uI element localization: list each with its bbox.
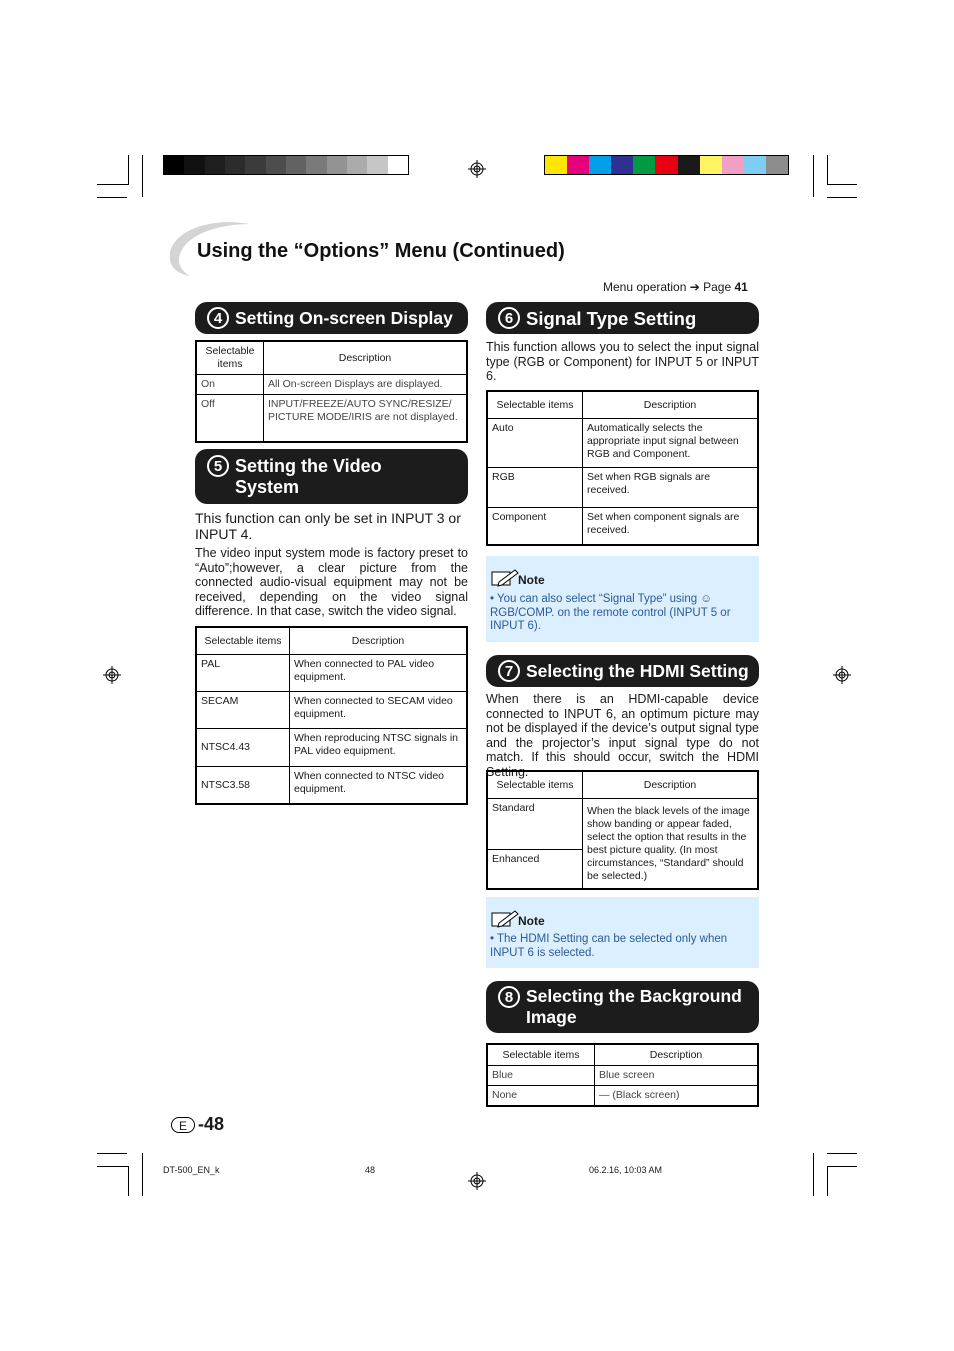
table-cell: All On-screen Displays are displayed. xyxy=(264,375,468,395)
calibration-swatch xyxy=(545,156,567,174)
calibration-swatch xyxy=(388,156,408,174)
table-header: Selectable items xyxy=(196,627,290,655)
section-header-signal-type xyxy=(486,302,759,334)
table-cell: Component xyxy=(487,508,583,546)
calibration-swatch xyxy=(744,156,766,174)
note-text: • You can also select “Signal Type” using ☺ RGB/COMP. on the remote control (INPUT 5 or INPUT 6). xyxy=(490,593,731,632)
table-cell: Standard xyxy=(487,799,583,850)
calibration-swatch xyxy=(611,156,633,174)
section-header-hdmi-setting xyxy=(486,655,759,687)
table-cell: Set when component signals are received. xyxy=(583,508,759,546)
crop-mark xyxy=(97,197,127,198)
section-title-line: Setting the Video xyxy=(235,455,382,476)
section-header-video-system xyxy=(195,449,468,504)
registration-target-icon xyxy=(833,666,851,684)
table-cell: INPUT/FREEZE/AUTO SYNC/RESIZE/ PICTURE MODE/IRIS are not displayed. xyxy=(264,395,468,443)
table-cell: PAL xyxy=(196,655,290,692)
calibration-swatch xyxy=(306,156,326,174)
note-title: Note xyxy=(518,914,545,928)
calibration-swatch xyxy=(633,156,655,174)
crop-mark xyxy=(827,155,828,185)
section-number-badge: 7 xyxy=(498,660,520,682)
table-cell: RGB xyxy=(487,468,583,508)
calibration-swatch xyxy=(700,156,722,174)
menu-operation-reference xyxy=(603,280,748,294)
table-cell: Auto xyxy=(487,419,583,468)
table-cell: Set when RGB signals are received. xyxy=(583,468,759,508)
table-cell: When reproducing NTSC signals in PAL video equipment. xyxy=(290,729,468,767)
page-title: Using the “Options” Menu (Continued) xyxy=(197,240,565,262)
table-cell: When connected to PAL video equipment. xyxy=(290,655,468,692)
crop-mark xyxy=(827,1166,828,1196)
video-system-table xyxy=(195,626,468,805)
calibration-swatch xyxy=(327,156,347,174)
calibration-swatch xyxy=(655,156,677,174)
video-system-intro: This function can only be set in INPUT 3 or INPUT 4. xyxy=(195,510,461,542)
menu-operation-label: Menu operation ➔ Page xyxy=(603,280,732,294)
registration-target-icon xyxy=(103,666,121,684)
footer-page: 48 xyxy=(365,1165,376,1175)
crop-mark xyxy=(97,1153,127,1154)
note-title: Note xyxy=(518,573,545,587)
note-text: • The HDMI Setting can be selected only when INPUT 6 is selected. xyxy=(490,933,728,959)
crop-mark xyxy=(813,155,814,197)
calibration-swatch xyxy=(367,156,387,174)
section-number-badge: 5 xyxy=(207,455,229,477)
section-title-line: Image xyxy=(526,1007,577,1027)
table-header: Selectable items xyxy=(487,771,583,799)
table-cell: Blue screen xyxy=(595,1066,759,1086)
hdmi-setting-body: When there is an HDMI-capable device connected to INPUT 6, an optimum picture may not be displayed if the device’s output signal type and the projector’s input signal type do not match. If this should occur, switch the HDMI Setting. xyxy=(486,692,759,779)
table-header: Description xyxy=(595,1044,759,1066)
section-header-background-image xyxy=(486,981,759,1033)
table-cell: Blue xyxy=(487,1066,595,1086)
crop-mark xyxy=(827,1166,857,1167)
calibration-swatch xyxy=(266,156,286,174)
crop-mark xyxy=(813,1153,814,1196)
note-box xyxy=(486,556,759,642)
pencil-note-icon xyxy=(491,568,519,588)
note-box xyxy=(486,897,759,968)
calibration-swatch xyxy=(245,156,265,174)
section-title: Setting On-screen Display xyxy=(235,307,453,328)
calibration-swatch xyxy=(347,156,367,174)
calibration-swatch xyxy=(205,156,225,174)
footer-date: 06.2.16, 10:03 AM xyxy=(589,1165,663,1175)
crop-mark xyxy=(827,184,857,185)
page-number-value: -48 xyxy=(198,1114,225,1134)
table-cell: NTSC4.43 xyxy=(196,729,290,767)
video-system-body: The video input system mode is factory preset to “Auto”;however, a clear picture from the connected audio-visual equipment may not be received, depending on the video signal difference. In that case, switch the video signal. xyxy=(195,546,468,619)
crop-mark xyxy=(128,1166,129,1196)
page-number xyxy=(171,1114,224,1135)
crop-mark xyxy=(97,1166,128,1167)
footer-filename: DT-500_EN_k xyxy=(163,1165,220,1175)
table-header: Description xyxy=(583,771,759,799)
table-cell: SECAM xyxy=(196,692,290,729)
calibration-swatch xyxy=(766,156,788,174)
menu-operation-page: 41 xyxy=(734,280,748,294)
table-cell: When connected to SECAM video equipment. xyxy=(290,692,468,729)
registration-target-icon xyxy=(468,1172,486,1190)
crop-mark xyxy=(827,1153,857,1154)
table-cell: Enhanced xyxy=(487,850,583,890)
table-cell: Off xyxy=(196,395,264,443)
language-badge: E xyxy=(171,1117,195,1133)
calibration-swatch xyxy=(589,156,611,174)
calibration-swatch xyxy=(567,156,589,174)
crop-mark xyxy=(128,155,129,185)
color-calibration-bar xyxy=(544,155,789,175)
table-header: Description xyxy=(583,391,759,419)
calibration-swatch xyxy=(184,156,204,174)
crop-mark xyxy=(827,197,857,198)
table-header: Description xyxy=(264,341,468,375)
signal-type-body: This function allows you to select the input signal type (RGB or Component) for INPUT 5 or INPUT 6. xyxy=(486,340,759,384)
table-header: Description xyxy=(290,627,468,655)
section-title: Signal Type Setting xyxy=(526,307,697,329)
calibration-swatch xyxy=(225,156,245,174)
table-cell: When connected to NTSC video equipment. xyxy=(290,767,468,805)
crop-mark xyxy=(97,184,128,185)
onscreen-display-table xyxy=(195,340,468,443)
section-title: Selecting the HDMI Setting xyxy=(526,660,749,681)
crop-mark xyxy=(142,1153,143,1196)
table-header: Selectable items xyxy=(487,391,583,419)
table-cell: Automatically selects the appropriate input signal between RGB and Component. xyxy=(583,419,759,468)
calibration-swatch xyxy=(722,156,744,174)
section-title-line: Selecting the Background xyxy=(526,986,742,1006)
calibration-swatch xyxy=(678,156,700,174)
section-number-badge: 8 xyxy=(498,986,520,1008)
crop-mark xyxy=(142,155,143,197)
table-header: Selectable items xyxy=(196,341,264,375)
calibration-swatch xyxy=(286,156,306,174)
section-number-badge: 4 xyxy=(207,307,229,329)
table-cell: — (Black screen) xyxy=(595,1086,759,1107)
table-header: Selectable items xyxy=(487,1044,595,1066)
section-number-badge: 6 xyxy=(498,307,520,329)
table-cell: NTSC3.58 xyxy=(196,767,290,805)
background-image-table xyxy=(486,1043,759,1107)
pencil-note-icon xyxy=(491,909,519,929)
registration-target-icon xyxy=(468,160,486,178)
grayscale-calibration-bar xyxy=(163,155,409,175)
calibration-swatch xyxy=(164,156,184,174)
section-title-line: System xyxy=(235,476,300,497)
hdmi-setting-table xyxy=(486,770,759,890)
section-header-onscreen-display xyxy=(195,302,468,334)
table-cell: When the black levels of the image show banding or appear faded, select the option that results in the best picture quality. (In most circumstances, “Standard” should be selected.) xyxy=(583,799,759,890)
signal-type-table xyxy=(486,390,759,546)
table-cell: None xyxy=(487,1086,595,1107)
table-cell: On xyxy=(196,375,264,395)
